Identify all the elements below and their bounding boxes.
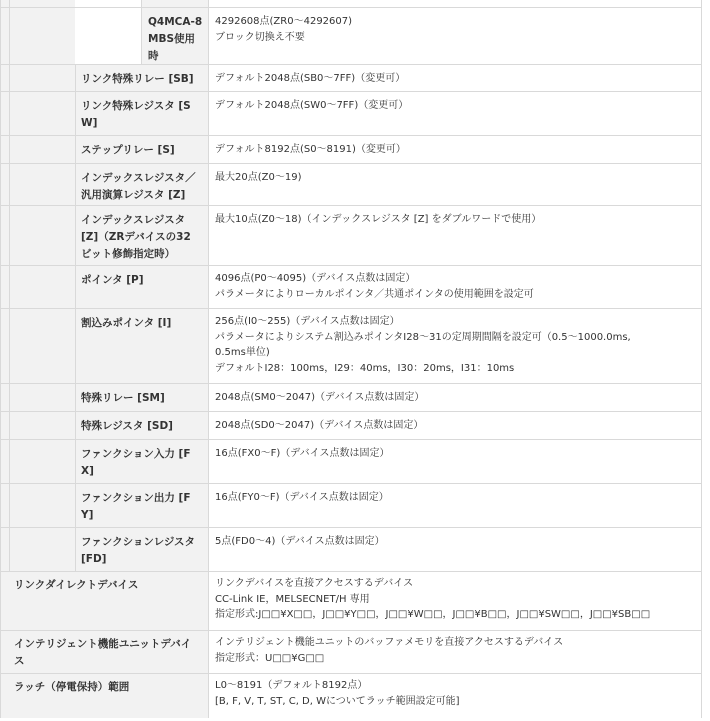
table-row bbox=[0, 206, 702, 266]
row-value: デフォルト2048点(SW0～7FF)（変更可） bbox=[208, 92, 702, 135]
row-label: インデックスレジスタ／ 汎用演算レジスタ [Z] bbox=[75, 164, 208, 205]
row-label: リンク特殊レジスタ [S W] bbox=[75, 92, 208, 135]
table-row bbox=[0, 65, 702, 92]
table-row bbox=[0, 92, 702, 136]
row-label: ファンクションレジスタ [FD] bbox=[75, 528, 208, 571]
table-row bbox=[0, 528, 702, 572]
row-label: ステップリレー [S] bbox=[75, 136, 208, 163]
row-value: 16点(FY0～F)（デバイス点数は固定） bbox=[208, 484, 702, 527]
row-label: リンク特殊リレー [SB] bbox=[75, 65, 208, 91]
row-label: ラッチ（停電保持）範囲 bbox=[0, 674, 208, 718]
table-row bbox=[0, 309, 702, 384]
row-value: 最大20点(Z0～19) bbox=[208, 164, 702, 205]
row-label: ファンクション出力 [F Y] bbox=[75, 484, 208, 527]
row-value: デフォルト2048点(SB0～7FF)（変更可） bbox=[208, 65, 702, 91]
row-value: L0～8191（デフォルト8192点） [B, F, V, T, ST, C, D, Wについてラッチ範囲設定可能] bbox=[208, 674, 702, 718]
row-value: 5点(FD0～4)（デバイス点数は固定） bbox=[208, 528, 702, 571]
table-row bbox=[0, 266, 702, 309]
table-row bbox=[0, 484, 702, 528]
row-label: リンクダイレクトデバイス bbox=[0, 572, 208, 630]
row-value: 2048点(SM0～2047)（デバイス点数は固定） bbox=[208, 384, 702, 411]
table-row bbox=[0, 0, 702, 8]
row-value: 4292608点(ZR0～4292607) ブロック切換え不要 bbox=[208, 8, 702, 64]
row-value: 256点(I0～255)（デバイス点数は固定） パラメータによりシステム割込みポインタI28～31の定周期間隔を設定可（0.5～1000.0ms, 0.5ms単位) デフォルトI28：100ms，I29：40ms，I30：20ms，I31：10ms bbox=[208, 309, 702, 383]
row-value: 2048点(SD0～2047)（デバイス点数は固定） bbox=[208, 412, 702, 439]
row-label: 特殊レジスタ [SD] bbox=[75, 412, 208, 439]
row-value: デフォルト8192点(S0～8191)（変更可） bbox=[208, 136, 702, 163]
row-label: ファンクション入力 [F X] bbox=[75, 440, 208, 483]
row-value: 最大10点(Z0～18)（インデックスレジスタ [Z] をダブルワードで使用） bbox=[208, 206, 702, 265]
table-row bbox=[0, 8, 702, 65]
table-row bbox=[0, 440, 702, 484]
row-value: 16点(FX0～F)（デバイス点数は固定） bbox=[208, 440, 702, 483]
row-value: 4096点(P0～4095)（デバイス点数は固定） パラメータによりローカルポインタ／共通ポインタの使用範囲を設定可 bbox=[208, 266, 702, 308]
row-label: Q4MCA-8 MBS使用 時 bbox=[141, 8, 208, 64]
row-label: インデックスレジスタ [Z]（ZRデバイスの32 ビット修飾指定時） bbox=[75, 206, 208, 265]
row-label: 特殊リレー [SM] bbox=[75, 384, 208, 411]
table-row bbox=[0, 631, 702, 674]
table-row bbox=[0, 572, 702, 631]
row-label: インテリジェント機能ユニットデバイ ス bbox=[0, 631, 208, 673]
table-row bbox=[0, 164, 702, 206]
table-row bbox=[0, 674, 702, 718]
table-row bbox=[0, 136, 702, 164]
table-row bbox=[0, 412, 702, 440]
row-value: インテリジェント機能ユニットのバッファメモリを直接アクセスするデバイス 指定形式：U□□¥G□□ bbox=[208, 631, 702, 673]
row-label: 割込みポインタ [I] bbox=[75, 309, 208, 383]
row-label: ポインタ [P] bbox=[75, 266, 208, 308]
table-row bbox=[0, 384, 702, 412]
row-value: リンクデバイスを直接アクセスするデバイス CC-Link IE，MELSECNET/H 専用 指定形式:J□□¥X□□，J□□¥Y□□，J□□¥W□□，J□□¥B□□，J□□¥SW□□，J□□¥SB□□ bbox=[208, 572, 702, 630]
